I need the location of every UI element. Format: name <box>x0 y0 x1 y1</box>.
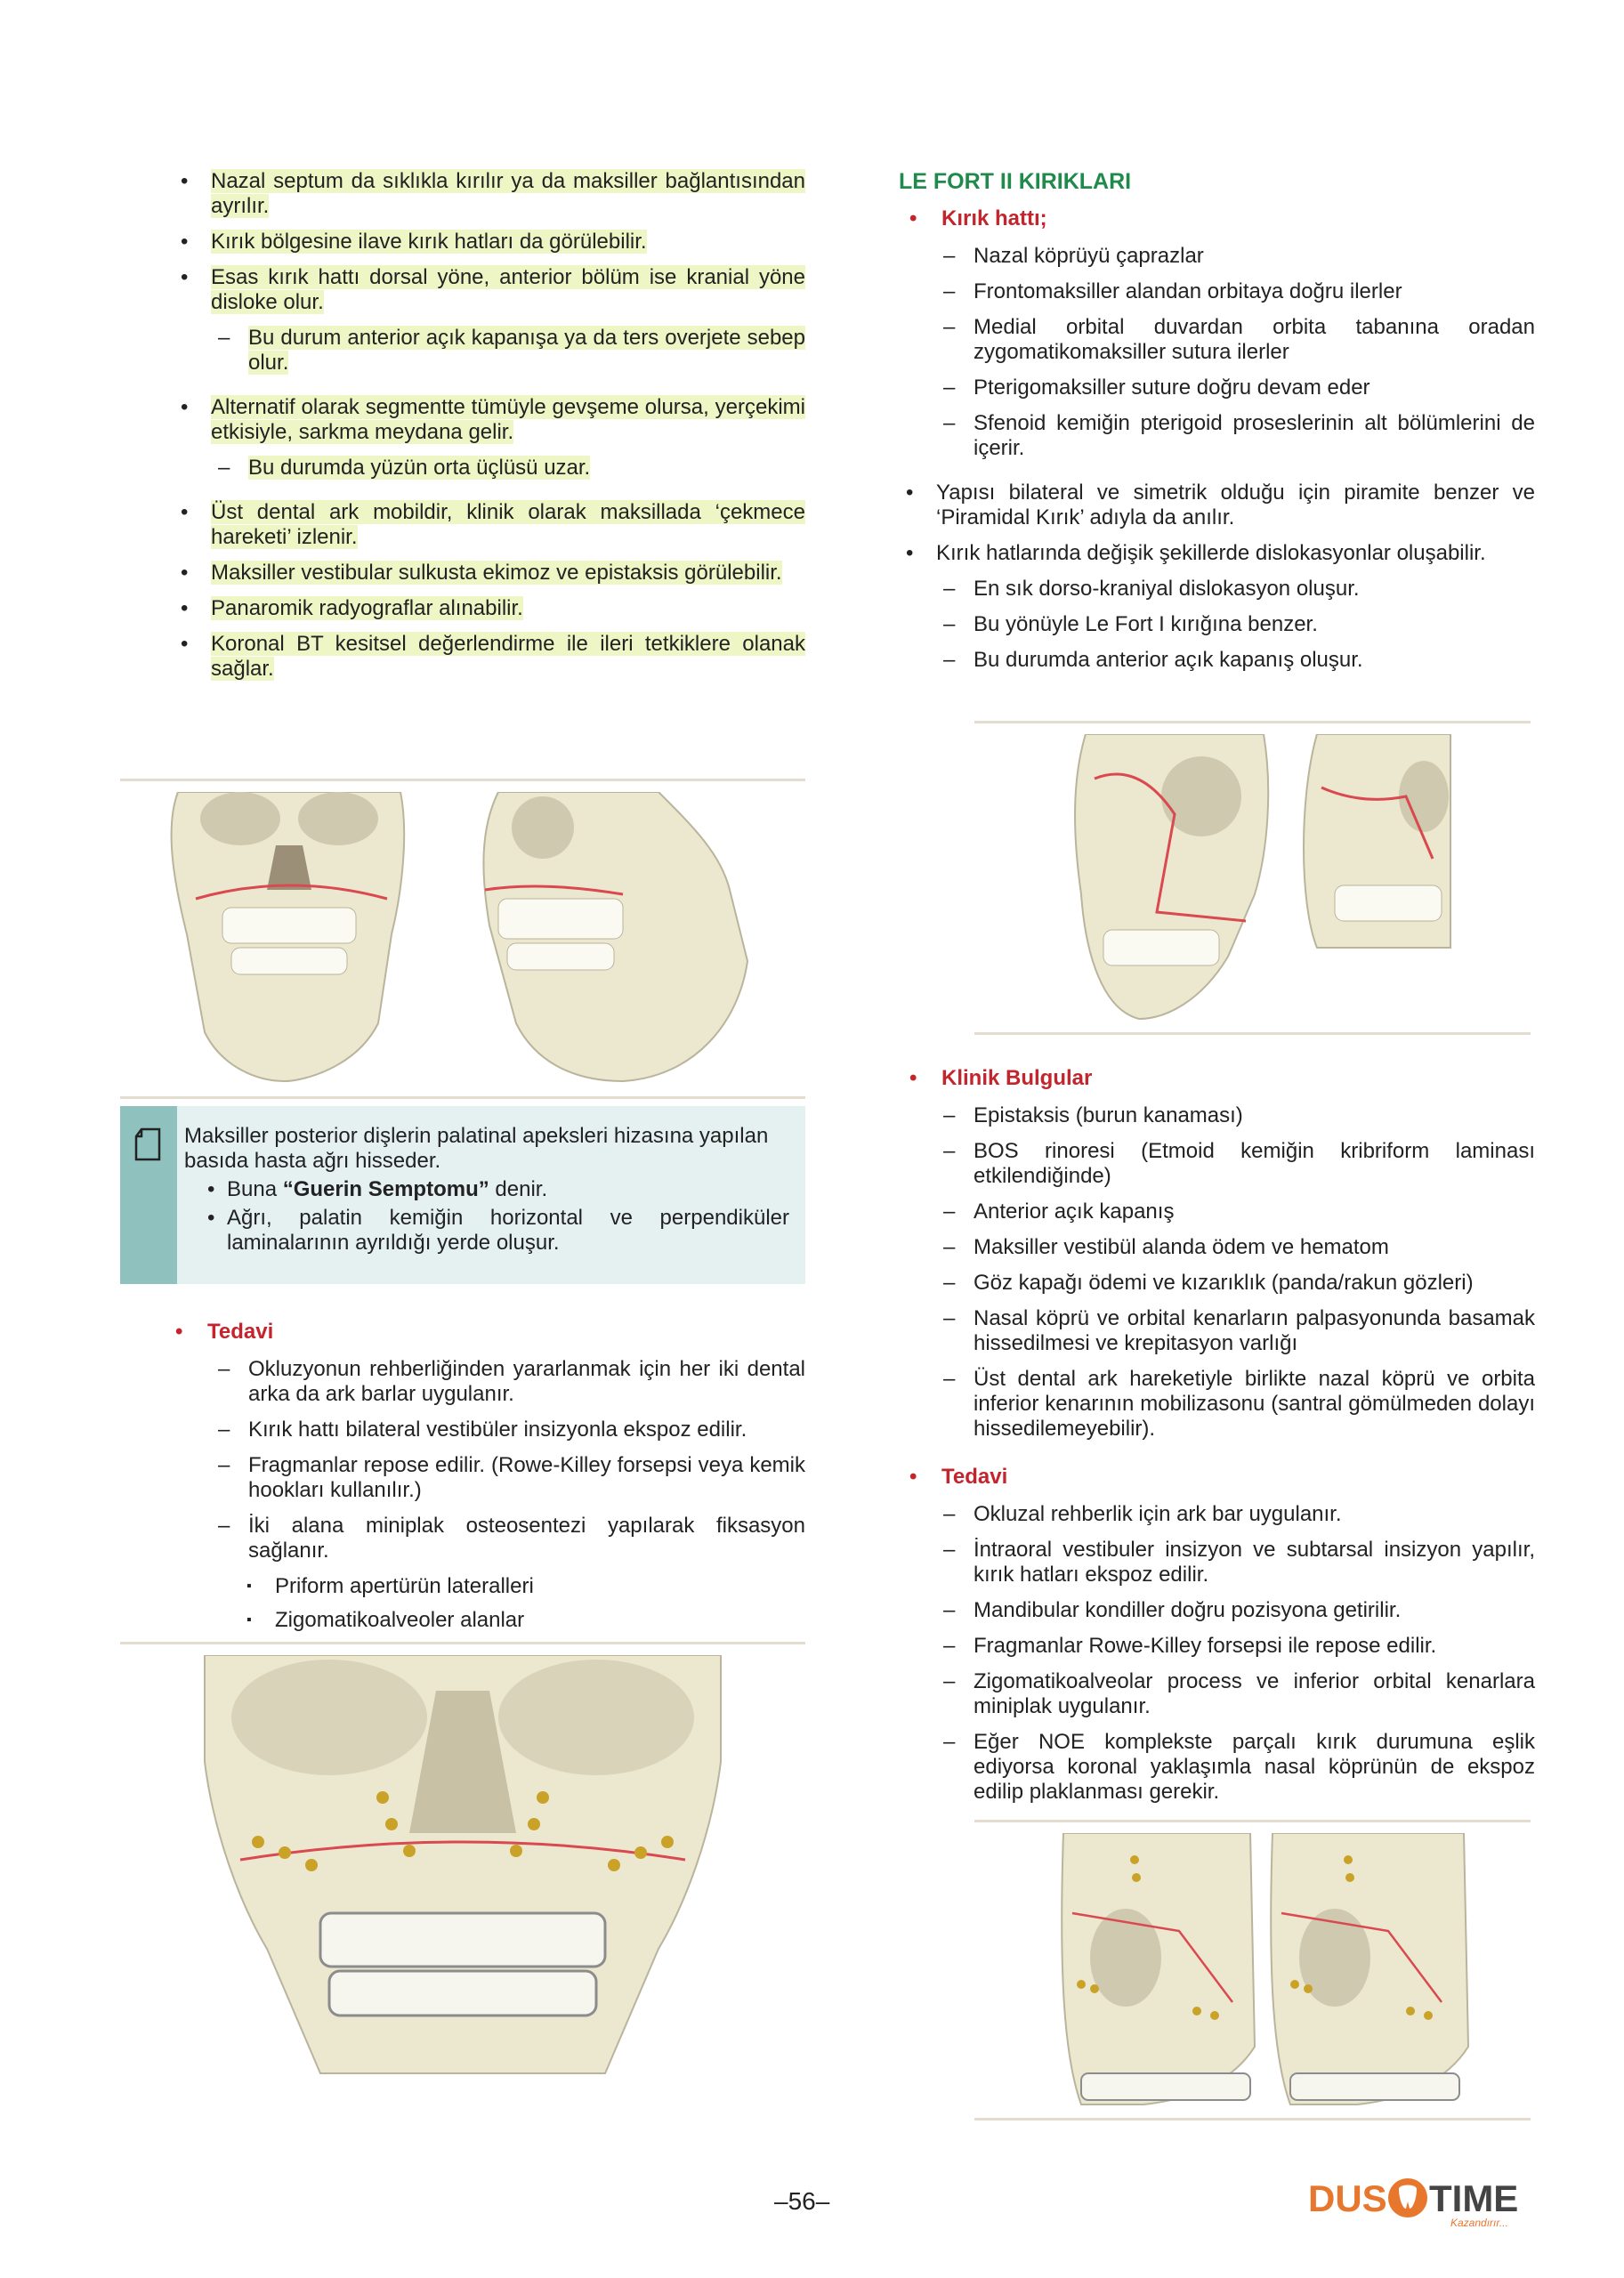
list-item: – Medial orbital duvardan orbita tabanına oradan zygomatikomaksiller sutura ilerler <box>936 315 1535 365</box>
list-item: • Nazal septum da sıklıkla kırılır ya da maksiller bağlantısından ayrılır. <box>174 169 805 219</box>
list-item: – Mandibular kondiller doğru pozisyona getirilir. <box>936 1598 1535 1623</box>
divider <box>974 721 1531 723</box>
divider <box>974 2118 1531 2120</box>
skull-plated-lateral-illustration <box>1054 1833 1473 2109</box>
svg-text:Kazandırır...: Kazandırır... <box>1450 2217 1508 2229</box>
list-item: – Frontomaksiller alandan orbitaya doğru ilerler <box>936 279 1535 304</box>
list-item: ▪ Zigomatikoalveoler alanlar <box>243 1608 805 1633</box>
note-icon <box>134 1127 161 1161</box>
list-item: • Kırık bölgesine ilave kırık hatları da görülebilir. <box>174 230 805 254</box>
left-treatment <box>174 1304 805 1642</box>
list-item: – Okluzal rehberlik için ark bar uygulanır. <box>936 1502 1535 1527</box>
list-item: – Zigomatikoalveolar process ve inferior orbital kenarlara miniplak uygulanır. <box>936 1669 1535 1719</box>
info-note: Maksiller posterior dişlerin palatinal apeksleri hizasına yapılan basıda hasta ağrı hisseder. • Buna “Guerin Semptomu” denir. • Ağrı, palatin kemiğin horizontal ve perpendiküler laminalarının ayrıldığı yerde oluşur. <box>120 1106 805 1284</box>
list-item: – İntraoral vestibuler insizyon ve subtarsal insizyon yapılır, kırık hatları ekspoz edilir. <box>936 1538 1535 1587</box>
list-item: • Buna “Guerin Semptomu” denir. <box>200 1177 789 1202</box>
page-number: –56– <box>774 2187 830 2215</box>
brand-logo <box>1308 2171 1531 2234</box>
list-item: – Nasal köprü ve orbital kenarların palpasyonunda basamak hissedilmesi ve krepitasyon varlığı <box>936 1306 1535 1356</box>
section-heading: • Tedavi <box>908 1465 1535 1490</box>
list-item: – Eğer NOE komplekste parçalı kırık durumuna eşlik ediyorsa koronal yaklaşımla nasal köprünün de ekspoz edilip plaklanması gerekir. <box>936 1730 1535 1805</box>
list-item: • Alternatif olarak segmentte tümüyle gevşeme olursa, yerçekimi etkisiyle, sarkma meydana gelir. <box>174 395 805 445</box>
list-item: • Kırık hatlarında değişik şekillerde dislokasyonlar oluşabilir. <box>899 541 1535 566</box>
list-item: • Üst dental ark mobildir, klinik olarak maksillada ‘çekmece hareketi’ izlenir. <box>174 500 805 550</box>
list-item: – Göz kapağı ödemi ve kızarıklık (panda/rakun gözleri) <box>936 1271 1535 1296</box>
divider <box>120 1096 805 1099</box>
svg-text:TIME: TIME <box>1429 2177 1519 2219</box>
list-item: ▪ Priform apertürün lateralleri <box>243 1574 805 1599</box>
section-heading: • Kırık hattı; <box>908 206 1535 231</box>
tooth-logo-icon <box>1308 2171 1531 2234</box>
list-item: – Sfenoid kemiğin pterigoid proseslerinin alt bölümlerini de içerir. <box>936 411 1535 461</box>
list-item: – İki alana miniplak osteosentezi yapılarak fiksasyon sağlanır. <box>211 1514 805 1563</box>
list-item: – Epistaksis (burun kanaması) <box>936 1103 1535 1128</box>
list-item: – Nazal köprüyü çaprazlar <box>936 244 1535 269</box>
list-item: • Esas kırık hattı dorsal yöne, anterior bölüm ise kranial yöne disloke olur. <box>174 265 805 315</box>
list-item: – Anterior açık kapanış <box>936 1200 1535 1224</box>
skull-plated-illustration <box>187 1655 739 2100</box>
skull-front-illustration <box>125 792 801 1086</box>
list-item: – Bu yönüyle Le Fort I kırığına benzer. <box>936 612 1535 637</box>
right-column <box>899 169 1535 683</box>
list-item: – Bu durumda yüzün orta üçlüsü uzar. <box>211 456 805 481</box>
divider <box>974 1032 1531 1035</box>
section-heading: • Tedavi <box>174 1320 805 1345</box>
list-item: – Üst dental ark hareketiyle birlikte nazal köprü ve orbita inferior kenarının mobilizasonu (santral gömülmeden dolayı hissedilemeyebilir). <box>936 1367 1535 1442</box>
divider <box>974 1820 1531 1822</box>
section-title: LE FORT II KIRIKLARI <box>899 169 1132 194</box>
list-item: – En sık dorso-kraniyal dislokasyon oluşur. <box>936 577 1535 602</box>
list-item: – Pterigomaksiller suture doğru devam eder <box>936 376 1535 400</box>
list-item: – Bu durumda anterior açık kapanış oluşur. <box>936 648 1535 673</box>
list-item: • Ağrı, palatin kemiğin horizontal ve perpendiküler laminalarının ayrıldığı yerde oluşur. <box>200 1206 789 1256</box>
list-item: – Bu durum anterior açık kapanışa ya da ters overjete sebep olur. <box>211 326 805 376</box>
skull-lateral-illustration <box>1068 734 1459 1023</box>
left-column <box>174 169 805 692</box>
list-item: – Fragmanlar Rowe-Killey forsepsi ile repose edilir. <box>936 1634 1535 1659</box>
right-clinical <box>899 1050 1535 1815</box>
list-item: – Kırık hattı bilateral vestibüler insizyonla ekspoz edilir. <box>211 1418 805 1442</box>
list-item: – BOS rinoresi (Etmoid kemiğin kribriform laminası etkilendiğinde) <box>936 1139 1535 1189</box>
list-item: • Maksiller vestibular sulkusta ekimoz ve epistaksis görülebilir. <box>174 561 805 586</box>
divider <box>120 1642 805 1644</box>
list-item: • Panaromik radyograflar alınabilir. <box>174 596 805 621</box>
list-item: – Maksiller vestibül alanda ödem ve hematom <box>936 1235 1535 1260</box>
list-item: • Yapısı bilateral ve simetrik olduğu için piramite benzer ve ‘Piramidal Kırık’ adıyla da anılır. <box>899 481 1535 530</box>
divider <box>120 779 805 781</box>
svg-text:DUS: DUS <box>1308 2177 1387 2219</box>
list-item: – Okluzyonun rehberliğinden yararlanmak için her iki dental arka da ark barlar uygulanır. <box>211 1357 805 1407</box>
list-item: • Koronal BT kesitsel değerlendirme ile ileri tetkiklere olanak sağlar. <box>174 632 805 682</box>
list-item: – Fragmanlar repose edilir. (Rowe-Killey forsepsi veya kemik hookları kullanılır.) <box>211 1453 805 1503</box>
section-heading: • Klinik Bulgular <box>908 1066 1535 1091</box>
